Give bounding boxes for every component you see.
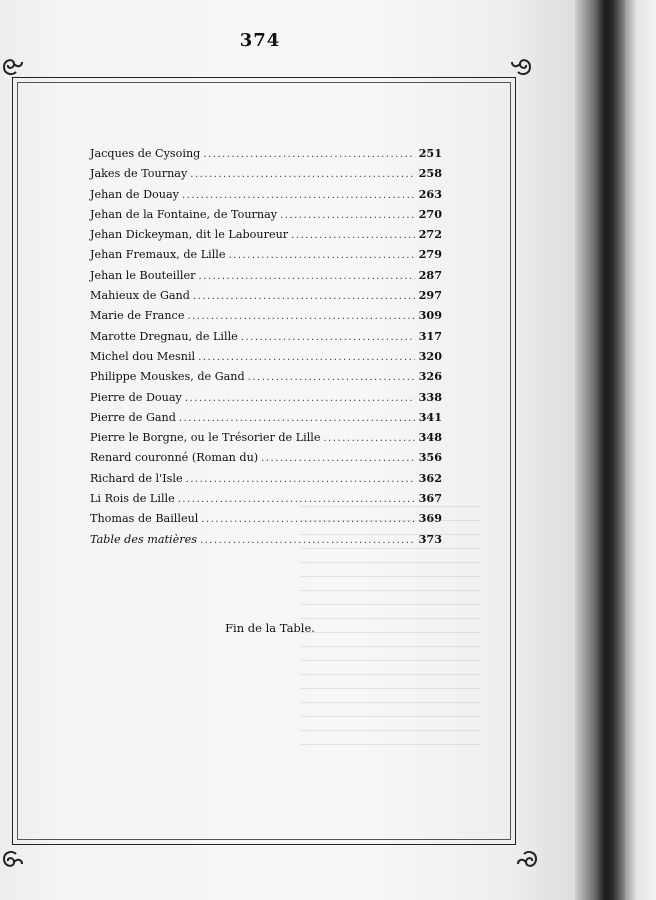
- toc-entry: [90, 245, 442, 265]
- toc-entry: [90, 469, 442, 489]
- dot-leader: [185, 390, 415, 408]
- toc-entry-title: Jehan Fremaux, de Lille: [90, 248, 226, 262]
- toc-entry-page: 309: [418, 308, 442, 323]
- toc-entry: [90, 489, 442, 509]
- dot-leader: [291, 227, 415, 245]
- toc-entry: [90, 205, 442, 225]
- dot-leader: [201, 511, 415, 529]
- dot-leader: [190, 166, 415, 184]
- toc-entry-title: Marie de France: [90, 309, 185, 323]
- toc-entry-title: Richard de l'Isle: [90, 471, 183, 485]
- toc-entry-title: Jakes de Tournay: [90, 167, 188, 181]
- corner-ornament-icon: [508, 54, 534, 80]
- toc-entry: [90, 266, 442, 286]
- table-of-contents: [90, 144, 442, 550]
- toc-entry: [90, 347, 442, 367]
- toc-entry-page: 373: [418, 531, 442, 546]
- corner-ornament-icon: [0, 846, 26, 872]
- corner-ornament-icon: [0, 54, 26, 80]
- dot-leader: [324, 430, 416, 448]
- toc-entry-page: 341: [418, 409, 442, 424]
- toc-entry: [90, 185, 442, 205]
- toc-entry-title: Thomas de Bailleul: [90, 512, 199, 526]
- dot-leader: [200, 532, 415, 550]
- toc-entry: [90, 367, 442, 387]
- dot-leader: [248, 369, 415, 387]
- toc-entry: [90, 428, 442, 448]
- toc-entry-title: Pierre de Gand: [90, 410, 176, 424]
- dot-leader: [187, 308, 415, 326]
- dot-leader: [179, 410, 415, 428]
- toc-entry-title: Mahieux de Gand: [90, 289, 190, 303]
- toc-entry: [90, 225, 442, 245]
- toc-entry-page: 270: [418, 206, 442, 221]
- toc-entry-page: 369: [418, 511, 442, 526]
- toc-entry-page: 317: [418, 328, 442, 343]
- toc-entry: [90, 164, 442, 184]
- toc-entry: [90, 448, 442, 468]
- toc-entry-page: 251: [418, 146, 442, 160]
- toc-entry: [90, 327, 442, 347]
- toc-entry-title: Jacques de Cysoing: [90, 147, 201, 160]
- toc-entry-title: Pierre de Douay: [90, 390, 182, 404]
- toc-entry-title: Li Rois de Lille: [90, 492, 175, 506]
- corner-ornament-icon: [514, 846, 540, 872]
- toc-entry-title: Jehan de la Fontaine, de Tournay: [90, 207, 278, 221]
- toc-entry: [90, 306, 442, 326]
- dot-leader: [241, 329, 415, 347]
- facing-page-edge: [625, 0, 656, 900]
- toc-entry-title: Jehan Dickeyman, dit le Laboureur: [90, 228, 289, 242]
- toc-entry-page: 272: [418, 227, 442, 242]
- toc-entry-title: Philippe Mouskes, de Gand: [90, 370, 245, 384]
- toc-entry-page: 326: [418, 369, 442, 384]
- dot-leader: [193, 288, 415, 306]
- dot-leader: [178, 491, 415, 509]
- toc-entry-page: 367: [418, 491, 442, 506]
- toc-entry-page: 263: [418, 186, 442, 201]
- page-number: 374: [239, 30, 281, 51]
- toc-entry-title: Jehan le Bouteiller: [90, 268, 196, 282]
- toc-entry-page: 348: [418, 430, 442, 445]
- toc-entry-page: 297: [418, 288, 442, 303]
- toc-entry-title: Marotte Dregnau, de Lille: [90, 329, 238, 343]
- toc-entry-title: Jehan de Douay: [90, 187, 179, 201]
- toc-entry-page: 258: [418, 166, 442, 181]
- toc-entry-page: 320: [418, 348, 442, 363]
- end-of-table-note: Fin de la Table.: [225, 621, 315, 635]
- toc-entry-page: 279: [418, 247, 442, 262]
- dot-leader: [261, 450, 415, 468]
- dot-leader: [203, 146, 415, 164]
- toc-entry-page: 287: [418, 267, 442, 282]
- toc-entry-title: Table des matières: [90, 532, 197, 546]
- dot-leader: [280, 207, 415, 225]
- toc-entry: [90, 408, 442, 428]
- toc-entry-page: 338: [418, 389, 442, 404]
- toc-entry-page: 356: [418, 450, 442, 465]
- toc-entry: [90, 509, 442, 529]
- toc-entry: [90, 388, 442, 408]
- dot-leader: [198, 349, 415, 367]
- toc-entry-title: Renard couronné (Roman du): [90, 451, 259, 465]
- toc-entry-title: Michel dou Mesnil: [90, 349, 196, 363]
- toc-entry: [90, 144, 442, 164]
- dot-leader: [198, 268, 415, 286]
- toc-entry-title: Pierre le Borgne, ou le Trésorier de Lille: [90, 431, 321, 445]
- dot-leader: [229, 247, 415, 265]
- book-gutter-shadow: [575, 0, 625, 900]
- toc-entry-page: 362: [418, 470, 442, 485]
- dot-leader: [186, 471, 415, 489]
- dot-leader: [182, 187, 415, 205]
- toc-entry: [90, 530, 442, 550]
- toc-entry: [90, 286, 442, 306]
